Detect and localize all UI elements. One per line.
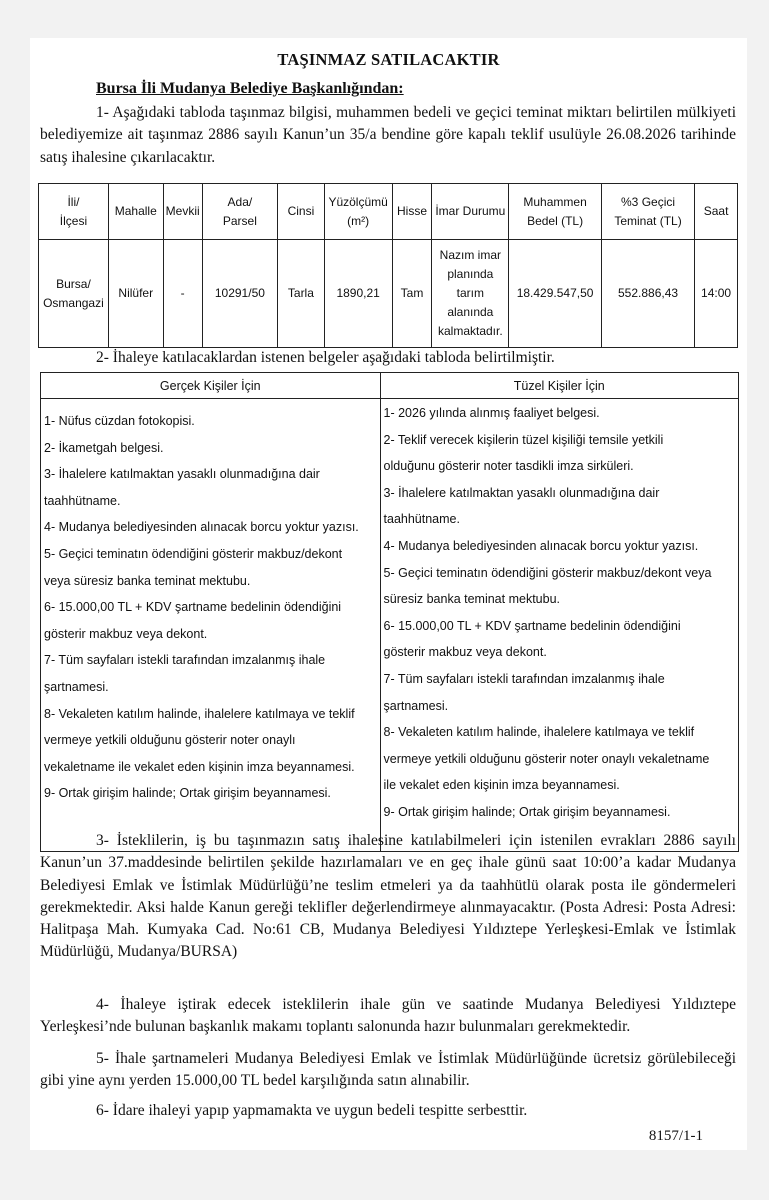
property-value-cell-line: alanında xyxy=(447,305,494,319)
legal-entities-list xyxy=(384,399,735,826)
property-value-cell-line: Bursa/ xyxy=(56,276,91,291)
legal-entities-item: süresiz banka teminat mektubu. xyxy=(383,592,560,607)
property-value-cell xyxy=(509,240,602,348)
property-header-cell xyxy=(108,184,163,240)
document-page xyxy=(30,38,747,1150)
document-title: TAŞINMAZ SATILACAKTIR xyxy=(277,50,500,69)
property-value-cell xyxy=(324,240,392,348)
property-value-cell-line: - xyxy=(180,286,185,300)
property-value-cell-line: Tam xyxy=(400,286,424,300)
paragraph-3: 3- İsteklilerin, iş bu taşınmazın satış ihalesine katılabilmeleri için istenilen evrakları 2886 sayılı Kanun’un 37.maddesinde belirtilen şekilde hazırlamaları ve en geç ihale günü saat 10:00’a kadar Mudanya Belediyesi Emlak ve İstimlak Müdürlüğü’ne teslim etmeleri ya da taahhütlü olarak posta ile göndermeleri gerekmektedir. Aksi halde Kanun gereği teklifler değerlendirmeye alınmayacaktır. (Posta Adresi: Posta Adresi: Halitpaşa Mah. Kumyaka Cad. No:61 CB, Mudanya Belediyesi Yıldıztepe Yerleşkesi-Emlak ve İstimlak Müdürlüğü, Mudanya/BURSA) xyxy=(40,832,736,961)
legal-entities-item: vermeye yetkili olduğunu gösterir noter onaylı vekaletname xyxy=(383,751,710,766)
natural-persons-item: vermeye yetkili olduğunu gösterir noter onaylı xyxy=(44,733,296,748)
property-value-cell-line: Nilüfer xyxy=(118,286,154,300)
property-header-cell-line: İmar Durumu xyxy=(435,204,506,218)
property-header-cell xyxy=(392,184,432,240)
property-value-cell-line: 14:00 xyxy=(701,286,732,300)
property-value-cell xyxy=(108,240,163,348)
legal-entities-item: 8- Vekaleten katılım halinde, ihalelere katılmaya ve teklif xyxy=(383,725,695,740)
property-header-cell-line: Bedel (TL) xyxy=(527,213,584,228)
property-value-cell-line: 18.429.547,50 xyxy=(516,286,594,300)
property-header-cell-line: (m²) xyxy=(347,213,370,228)
natural-persons-item: 6- 15.000,00 TL + KDV şartname bedelinin ödendiğini xyxy=(44,600,342,615)
property-header-cell xyxy=(163,184,202,240)
legal-entities-item: 5- Geçici teminatın ödendiğini gösterir makbuz/dekont veya xyxy=(383,565,712,580)
property-value-cell-line: 552.886,43 xyxy=(618,286,679,300)
property-header-cell xyxy=(39,184,109,240)
property-value-cell xyxy=(392,240,432,348)
natural-persons-item: 7- Tüm sayfaları istekli tarafından imzalanmış ihale xyxy=(44,653,326,668)
natural-persons-header: Gerçek Kişiler İçin xyxy=(41,373,381,399)
natural-persons-item: 8- Vekaleten katılım halinde, ihalelere katılmaya ve teklif xyxy=(44,706,355,721)
property-header-cell xyxy=(509,184,602,240)
property-header-cell-line: Mevkii xyxy=(165,204,200,218)
legal-entities-item: taahhütname. xyxy=(383,512,460,527)
property-header-cell xyxy=(695,184,738,240)
property-header-cell xyxy=(324,184,392,240)
property-value-cell xyxy=(163,240,202,348)
natural-persons-item: 2- İkametgah belgesi. xyxy=(44,440,164,455)
property-table-header xyxy=(39,184,738,240)
legal-entities-header: Tüzel Kişiler İçin xyxy=(380,373,738,399)
legal-entities-item: 9- Ortak girişim halinde; Ortak girişim beyannamesi. xyxy=(383,804,671,819)
property-value-cell-line: Tarla xyxy=(287,286,314,300)
natural-persons-item: 4- Mudanya belediyesinden alınacak borcu yoktur yazısı. xyxy=(44,520,359,535)
property-value-cell-line: Nazım imar xyxy=(439,248,501,262)
property-header-cell-line: Ada/ xyxy=(227,194,253,209)
property-value-cell-line: 1890,21 xyxy=(336,286,380,300)
legal-entities-item: şartnamesi. xyxy=(383,698,449,713)
property-header-cell-line: Hisse xyxy=(397,204,428,218)
property-header-cell xyxy=(202,184,277,240)
natural-persons-item: 3- İhalelere katılmaktan yasaklı olunmadığına dair xyxy=(44,467,320,482)
property-header-cell-line: Yüzölçümü xyxy=(328,194,388,209)
property-header-cell-line: İlçesi xyxy=(59,213,88,228)
legal-entities-item: 1- 2026 yılında alınmış faaliyet belgesi. xyxy=(383,406,600,420)
legal-entities-item: gösterir makbuz veya dekont. xyxy=(383,645,547,660)
issuer-heading: Bursa İli Mudanya Belediye Başkanlığından: xyxy=(96,80,404,97)
documents-table xyxy=(40,372,739,852)
property-value-cell-line: kalmaktadır. xyxy=(437,324,503,338)
paragraph-5: 5- İhale şartnameleri Mudanya Belediyesi Emlak ve İstimlak Müdürlüğünde ücretsiz görülebileceği gibi yine aynı yerden 15.000,00 TL bedel karşılığında satın alınabilir. xyxy=(40,1050,736,1090)
paragraph-2: 2- İhaleye katılacaklardan istenen belgeler aşağıdaki tabloda belirtilmiştir. xyxy=(96,349,555,366)
legal-entities-item: 3- İhalelere katılmaktan yasaklı olunmadığına dair xyxy=(383,485,660,500)
property-value-cell xyxy=(695,240,738,348)
property-header-cell xyxy=(432,184,509,240)
natural-persons-item: vekaletname ile vekalet eden kişinin imza beyannamesi. xyxy=(44,759,355,774)
natural-persons-item: taahhütname. xyxy=(44,493,121,508)
paragraph-6: 6- İdare ihaleyi yapıp yapmamakta ve uygun bedeli tespitte serbesttir. xyxy=(96,1102,528,1119)
property-header-cell-line: İli/ xyxy=(67,194,80,209)
property-value-cell-line: 10291/50 xyxy=(214,286,265,300)
natural-persons-item: 9- Ortak girişim halinde; Ortak girişim beyannamesi. xyxy=(44,786,331,801)
property-value-cell xyxy=(278,240,325,348)
legal-entities-item: 7- Tüm sayfaları istekli tarafından imzalanmış ihale xyxy=(383,671,665,686)
property-table xyxy=(38,183,738,348)
paragraph-4: 4- İhaleye iştirak edecek isteklilerin ihale gün ve saatinde Mudanya Belediyesi Yıldıztepe Yerleşkesi’nde bulunan başkanlık makamı toplantı salonunda hazır bulunmaları gerekmektedir. xyxy=(40,996,736,1036)
property-value-cell-line: planında tarım xyxy=(447,267,494,300)
property-header-cell-line: Teminat (TL) xyxy=(614,213,682,228)
legal-entities-cell xyxy=(380,399,738,852)
legal-entities-item: olduğunu gösterir noter tasdikli imza sirküleri. xyxy=(383,459,634,474)
natural-persons-cell xyxy=(41,399,381,852)
property-value-cell-line: Osmangazi xyxy=(43,295,104,310)
legal-entities-item: 2- Teklif verecek kişilerin tüzel kişiliği temsile yetkili xyxy=(383,432,664,447)
property-header-cell-line: Cinsi xyxy=(287,204,315,218)
property-header-cell-line: Muhammen xyxy=(523,194,587,209)
property-table-row xyxy=(39,240,738,348)
property-value-cell xyxy=(39,240,109,348)
property-value-cell xyxy=(432,240,509,348)
property-header-cell-line: Parsel xyxy=(222,213,257,228)
property-header-cell-line: Mahalle xyxy=(114,204,157,218)
reference-number: 8157/1-1 xyxy=(648,1128,703,1144)
property-header-cell-line: %3 Geçici xyxy=(621,194,676,209)
paragraph-1: 1- Aşağıdaki tabloda taşınmaz bilgisi, muhammen bedeli ve geçici teminat miktarı belirtilen mülkiyeti belediyemize ait taşınmaz 2886 sayılı Kanun’un 35/a bendine göre kapalı teklif usulüyle 26.08.2026 tarihinde satış ihalesine çıkarılacaktır. xyxy=(40,104,736,166)
property-value-cell xyxy=(202,240,277,348)
legal-entities-item: ile vekalet eden kişinin imza beyannamesi. xyxy=(383,778,620,793)
natural-persons-item: 1- Nüfus cüzdan fotokopisi. xyxy=(44,414,195,428)
natural-persons-item: veya süresiz banka teminat mektubu. xyxy=(44,573,251,588)
natural-persons-item: şartnamesi. xyxy=(44,679,109,694)
property-value-cell xyxy=(601,240,694,348)
natural-persons-item: 5- Geçici teminatın ödendiğini gösterir makbuz/dekont xyxy=(44,546,343,561)
natural-persons-list xyxy=(44,399,377,807)
property-header-cell xyxy=(601,184,694,240)
legal-entities-item: 4- Mudanya belediyesinden alınacak borcu yoktur yazısı. xyxy=(383,538,699,553)
property-header-cell xyxy=(278,184,325,240)
legal-entities-item: 6- 15.000,00 TL + KDV şartname bedelinin ödendiğini xyxy=(383,618,681,633)
property-header-cell-line: Saat xyxy=(703,204,729,218)
natural-persons-item: gösterir makbuz veya dekont. xyxy=(44,626,208,641)
